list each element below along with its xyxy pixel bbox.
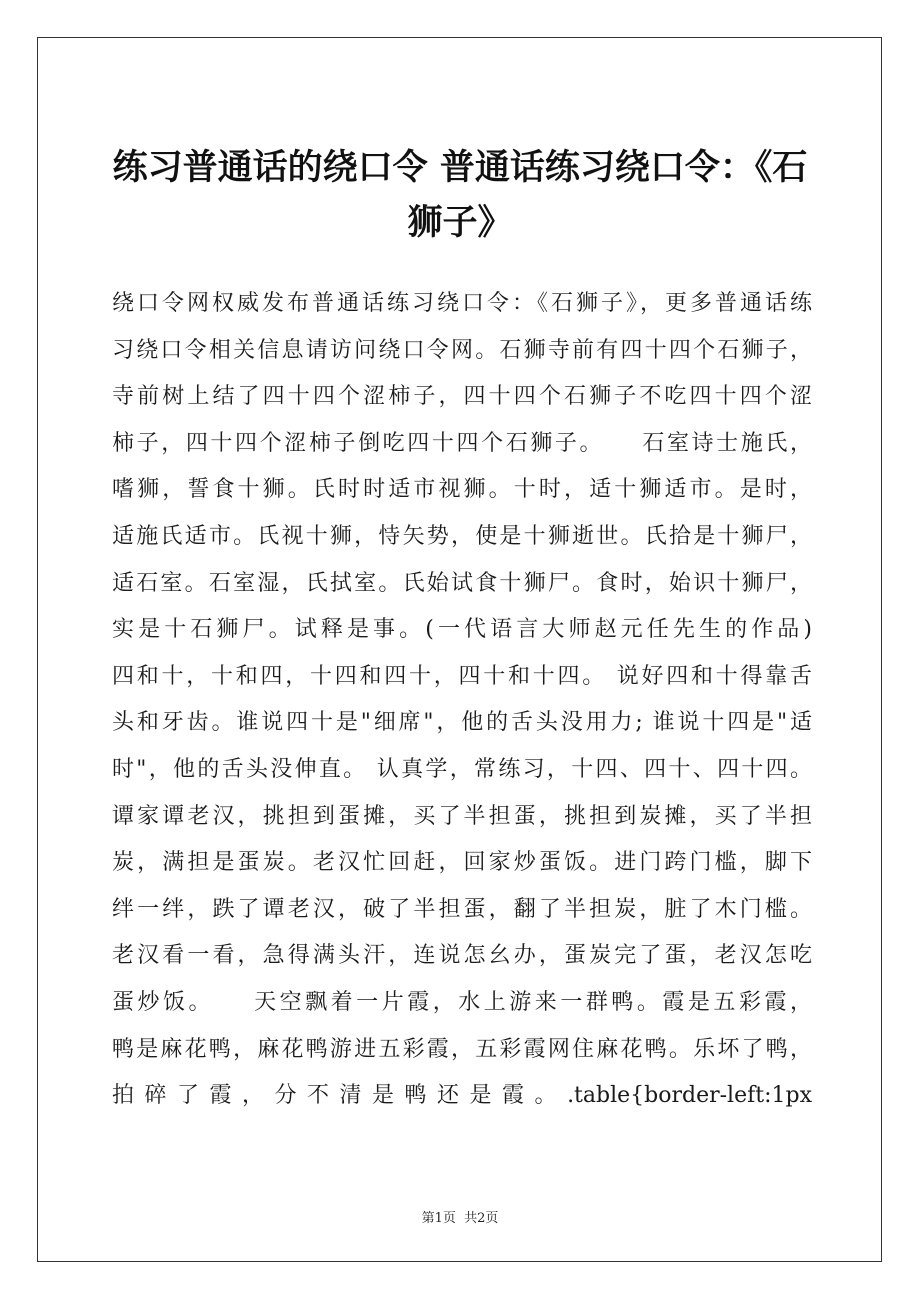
body-line: 嗜狮，誓食十狮。氏时时适市视狮。十时，适十狮适市。是时， [112, 477, 812, 503]
body-line: 蛋炒饭。 天空飘着一片霞，水上游来一群鸭。霞是五彩霞， [112, 989, 812, 1015]
body-line: 绕口令网权威发布普通话练习绕口令：《石狮子》，更多普通话练 [112, 291, 812, 316]
body-line: 鸭是麻花鸭，麻花鸭游进五彩霞，五彩霞网住麻花鸭。乐坏了鸭， [112, 1036, 812, 1062]
body-line: 拍碎了霞，分不清是鸭还是霞。.table{border-left:1px [112, 1083, 812, 1109]
body-line: 四和十，十和四，十四和四十，四十和十四。 说好四和十得靠舌 [112, 663, 812, 689]
body-line: 实是十石狮尸。试释是事。(一代语言大师赵元任先生的作品) [112, 617, 812, 643]
body-line: 炭，满担是蛋炭。老汉忙回赶，回家炒蛋饭。进门跨门槛，脚下 [112, 850, 812, 876]
document-body [112, 281, 812, 1120]
body-line: 适石室。石室湿，氏拭室。氏始试食十狮尸。食时，始识十狮尸， [112, 570, 812, 596]
body-line: 习绕口令相关信息请访问绕口令网。石狮寺前有四十四个石狮子， [112, 337, 812, 363]
page-total: 共2页 [464, 1211, 499, 1226]
body-line: 绊一绊，跌了谭老汉，破了半担蛋，翻了半担炭，脏了木门槛。 [112, 896, 812, 922]
page-footer [0, 1207, 920, 1226]
body-line: 寺前树上结了四十四个涩柿子，四十四个石狮子不吃四十四个涩 [112, 384, 812, 410]
page-number: 第1页 [421, 1211, 456, 1226]
body-line: 谭家谭老汉，挑担到蛋摊，买了半担蛋，挑担到炭摊，买了半担 [112, 803, 812, 829]
body-line: 柿子，四十四个涩柿子倒吃四十四个石狮子。 石室诗士施氏， [112, 430, 812, 456]
body-line: 时"，他的舌头没伸直。 认真学，常练习，十四、四十、四十四。 [112, 756, 812, 782]
body-line: 头和牙齿。谁说四十是"细席"，他的舌头没用力; 谁说十四是"适 [112, 710, 812, 736]
title-line-2: 狮子》 [407, 202, 513, 243]
title-line-1: 练习普通话的绕口令 普通话练习绕口令：《石 [112, 147, 808, 188]
document-title [100, 140, 820, 250]
body-line: 老汉看一看，急得满头汗，连说怎幺办，蛋炭完了蛋，老汉怎吃 [112, 943, 812, 969]
body-line: 适施氏适市。氏视十狮，恃矢势，使是十狮逝世。氏拾是十狮尸， [112, 523, 812, 549]
